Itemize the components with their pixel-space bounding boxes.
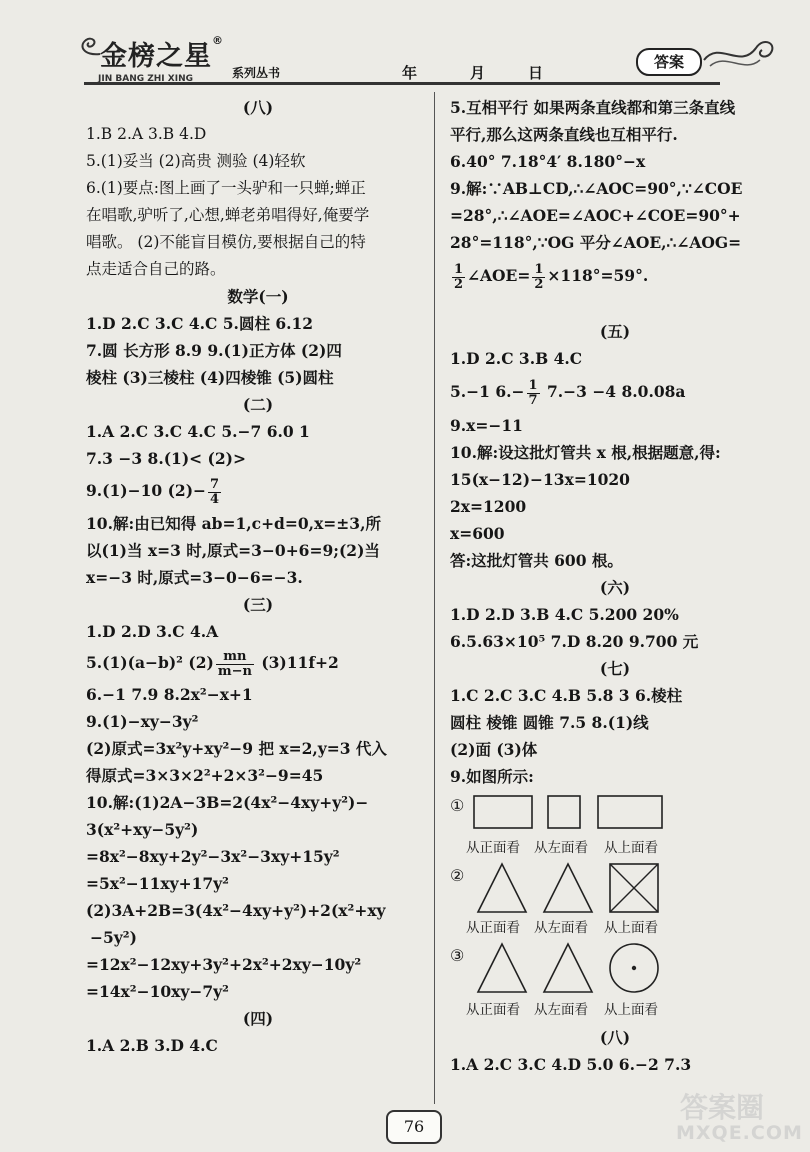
answer-line: (2)原式=3x²y+xy²−9 把 x=2,y=3 代入: [86, 739, 387, 758]
answer-line: =14x²−10xy−7y²: [86, 982, 229, 1001]
column-divider: [434, 92, 435, 1104]
answer-line: 6.(1)要点:图上画了一头驴和一只蝉;蝉正: [86, 179, 366, 197]
figure-number: ①: [450, 796, 465, 815]
answer-line: 15(x−12)−13x=1020: [450, 470, 630, 489]
brand-logo: [100, 34, 224, 73]
left-view-triangle: [540, 860, 596, 916]
top-view-caption: 从上面看: [604, 1002, 658, 1018]
answer-line-fraction: [86, 645, 430, 681]
answer-text: ∠AOE=: [467, 266, 531, 285]
answer-line: 平行,那么这两条直线也互相平行.: [450, 125, 678, 144]
answer-line: =28°,∴∠AOE=∠AOC+∠COE=90°+: [450, 206, 741, 225]
answer-text: ×118°=59°.: [547, 266, 649, 285]
answer-line: 6.5.63×10⁵ 7.D 8.20 9.700 元: [450, 632, 699, 651]
fraction-numerator: 1: [454, 261, 464, 277]
watermark: [672, 1086, 803, 1146]
fraction-denominator: 7: [528, 392, 538, 408]
brand-pinyin: JIN BANG ZHI XING: [98, 74, 193, 84]
front-view-triangle: [474, 940, 530, 996]
answer-line: (2)面 (3)体: [450, 740, 538, 759]
answer-line: 3(x²+xy−5y²): [86, 820, 199, 839]
fraction-numerator: 1: [528, 377, 538, 393]
left-view-caption: 从左面看: [534, 1002, 588, 1018]
section-title: (三): [242, 595, 274, 614]
spacer: [450, 296, 780, 318]
answer-line: 9.x=−11: [450, 416, 523, 435]
answer-line: 1.D 2.C 3.C 4.C 5.圆柱 6.12: [86, 314, 314, 333]
day-label: 日: [528, 64, 544, 82]
answer-line-fraction: [450, 372, 780, 412]
left-view-square: [546, 790, 586, 834]
section-title-math: 数学(一): [227, 287, 289, 306]
fraction-denominator: 2: [534, 276, 544, 292]
answer-line: 1.C 2.C 3.C 4.B 5.8 3 6.棱柱: [450, 686, 683, 705]
answer-line: 6.40° 7.18°4′ 8.180°−x: [450, 152, 646, 171]
top-view-crossed-square: [606, 860, 662, 916]
answer-line: =12x²−12xy+3y²+2x²+2xy−10y²: [86, 955, 362, 974]
view-figure-row-1: [450, 790, 780, 860]
answer-line: 28°=118°,∵OG 平分∠AOE,∴∠AOG=: [450, 233, 742, 252]
view-figure-row-2: [450, 860, 780, 940]
front-view-triangle: [474, 860, 530, 916]
year-label: 年: [402, 64, 418, 82]
section-title: (二): [242, 395, 274, 414]
brand-name: 金榜之星: [100, 41, 212, 72]
section-title: (四): [242, 1009, 274, 1028]
fraction: [527, 379, 540, 408]
section-title: (八): [599, 1028, 631, 1047]
top-view-circle: [606, 940, 662, 996]
answer-line: 棱柱 (3)三棱柱 (4)四棱锥 (5)圆柱: [86, 368, 334, 387]
fraction-numerator: mn: [216, 650, 254, 665]
scroll-ornament-right-icon: [700, 30, 780, 74]
front-view-caption: 从正面看: [466, 840, 520, 856]
figure-number: ②: [450, 866, 465, 885]
answer-line: 9.如图所示:: [450, 767, 534, 786]
left-view-caption: 从左面看: [534, 920, 588, 936]
fraction: [452, 263, 465, 292]
answer-text: 5.−1 6.−: [450, 382, 525, 401]
answer-line: 1.D 2.D 3.B 4.C 5.200 20%: [450, 605, 679, 624]
answer-line: 9.解:∵AB⊥CD,∴∠AOC=90°,∵∠COE: [450, 179, 743, 198]
answer-line: =8x²−8xy+2y²−3x²−3xy+15y²: [86, 847, 340, 866]
answer-line: 9.(1)−xy−3y²: [86, 712, 199, 731]
answer-line: 5.互相平行 如果两条直线都和第三条直线: [450, 98, 736, 117]
fraction-denominator: 4: [210, 491, 220, 507]
section-title: (五): [599, 322, 631, 341]
answer-line: 1.D 2.D 3.C 4.A: [86, 622, 219, 641]
section-title: (七): [599, 659, 631, 678]
watermark-logo: 答案圈: [680, 1091, 765, 1124]
front-view-caption: 从正面看: [466, 920, 520, 936]
top-view-caption: 从上面看: [604, 840, 658, 856]
right-column: [450, 94, 780, 1078]
answer-line: 1.A 2.C 3.C 4.C 5.−7 6.0 1: [86, 422, 310, 441]
section-title: (八): [242, 98, 274, 117]
answer-text: (3)11f+2: [255, 653, 339, 672]
answer-line-fraction: [450, 256, 780, 296]
series-label: 系列丛书: [232, 66, 281, 80]
left-column: [86, 94, 430, 1059]
answer-line: 唱歌。 (2)不能盲目模仿,要根据自己的特: [86, 233, 366, 251]
answer-line: 6.−1 7.9 8.2x²−x+1: [86, 685, 253, 704]
answer-line: 1.D 2.C 3.B 4.C: [450, 349, 583, 368]
registered-mark: ®: [212, 34, 224, 47]
top-view-caption: 从上面看: [604, 920, 658, 936]
answer-badge: 答案: [636, 48, 702, 76]
answer-line: 7.3 −3 8.(1)< (2)>: [86, 449, 246, 468]
front-view-rectangle: [472, 790, 536, 834]
answer-line: 7.圆 长方形 8.9 9.(1)正方体 (2)四: [86, 341, 342, 360]
top-view-rectangle: [596, 790, 666, 834]
fraction-denominator: m−n: [217, 663, 252, 679]
answer-text: 5.(1)(a−b)² (2): [86, 653, 214, 672]
fraction-denominator: 2: [454, 276, 464, 292]
left-view-caption: 从左面看: [534, 840, 588, 856]
fraction: [216, 650, 254, 679]
view-figure-row-3: [450, 940, 780, 1024]
answer-line: 2x=1200: [450, 497, 527, 516]
page-header: [0, 0, 810, 92]
answer-line: 圆柱 棱锥 圆锥 7.5 8.(1)线: [450, 713, 649, 732]
fraction-numerator: 7: [210, 476, 220, 492]
fraction: [532, 263, 545, 292]
answer-line: =5x²−11xy+17y²: [86, 874, 229, 893]
answer-line-fraction: [86, 472, 430, 510]
answer-line: 10.解:(1)2A−3B=2(4x²−4xy+y²)−: [86, 793, 369, 812]
answer-line: 1.A 2.C 3.C 4.D 5.0 6.−2 7.3: [450, 1055, 692, 1074]
section-title: (六): [599, 578, 631, 597]
answer-line: 得原式=3×3×2²+2×3²−9=45: [86, 766, 324, 785]
answer-line: 5.(1)妥当 (2)高贵 测验 (4)轻软: [86, 152, 306, 170]
front-view-caption: 从正面看: [466, 1002, 520, 1018]
left-view-triangle: [540, 940, 596, 996]
answer-line: 答:这批灯管共 600 根。: [450, 551, 623, 570]
answer-line: 点走适合自己的路。: [86, 260, 226, 278]
figure-number: ③: [450, 946, 465, 965]
answer-text: 9.(1)−10 (2)−: [86, 481, 207, 500]
answer-text: 7.−3 −4 8.0.08a: [541, 382, 686, 401]
header-rule: [84, 82, 720, 85]
answer-line: 10.解:由已知得 ab=1,c+d=0,x=±3,所: [86, 514, 381, 533]
watermark-url: MXQE.COM: [676, 1122, 803, 1144]
answer-line: x=600: [450, 524, 505, 543]
answer-line: 以(1)当 x=3 时,原式=3−0+6=9;(2)当: [86, 541, 380, 560]
fraction-numerator: 1: [534, 261, 544, 277]
answer-line: (2)3A+2B=3(4x²−4xy+y²)+2(x²+xy: [86, 901, 386, 920]
fraction: [208, 478, 221, 507]
answer-line: x=−3 时,原式=3−0−6=−3.: [86, 568, 303, 587]
month-label: 月: [470, 64, 486, 82]
answer-line: 在唱歌,驴听了,心想,蝉老弟唱得好,俺要学: [86, 206, 370, 224]
answer-line: 1.A 2.B 3.D 4.C: [86, 1036, 218, 1055]
answer-line: −5y²): [90, 928, 137, 947]
page-number: 76: [386, 1110, 442, 1144]
answer-line: 1.B 2.A 3.B 4.D: [86, 125, 207, 143]
answer-line: 10.解:设这批灯管共 x 根,根据题意,得:: [450, 443, 721, 462]
